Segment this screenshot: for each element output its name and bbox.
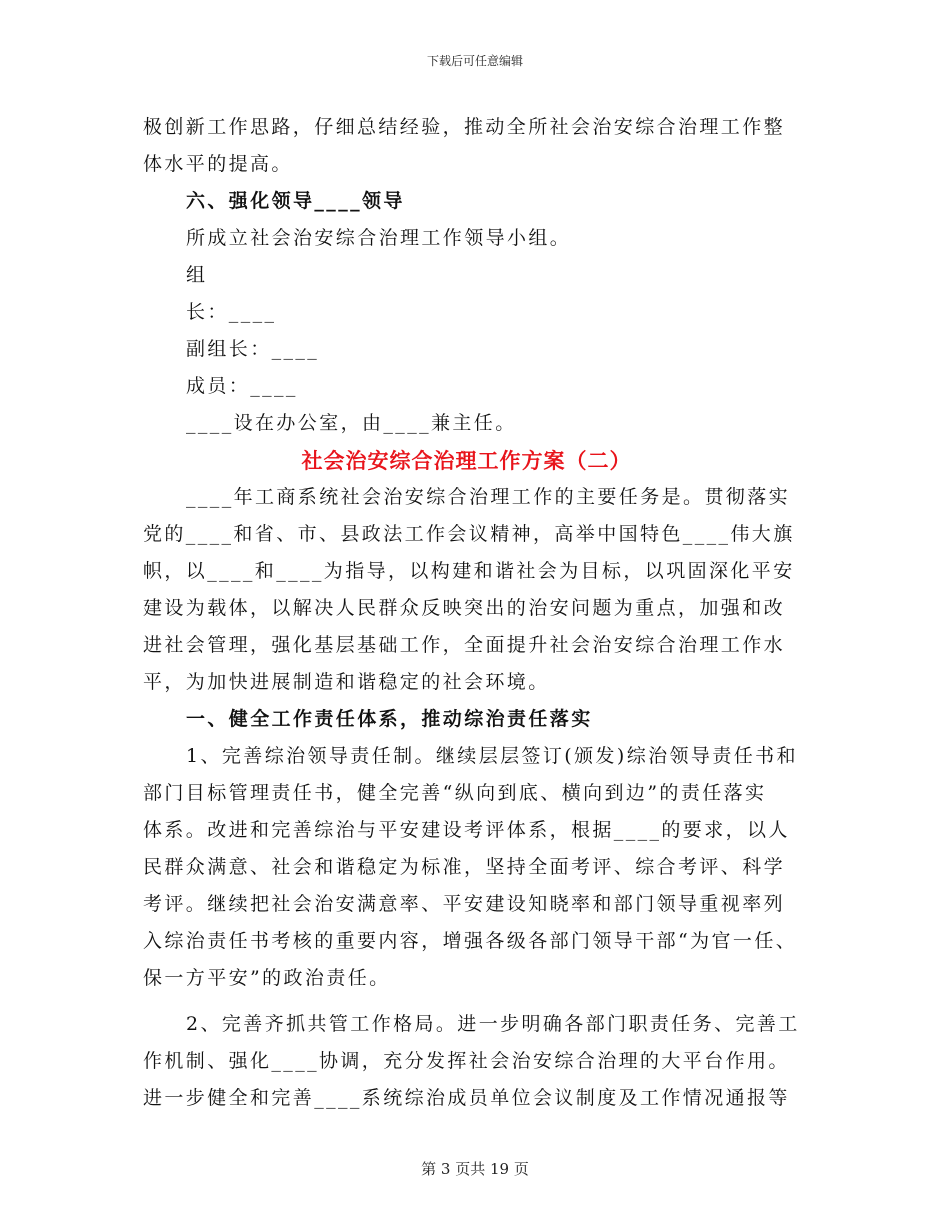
paragraph-line: 组 [186, 264, 208, 286]
paragraph-line: 副组长：____ [186, 338, 320, 360]
paragraph-line: 极创新工作思路，仔细总结经验，推动全所社会治安综合治理工作整 [143, 116, 786, 138]
paragraph-line: 保一方平安”的政治责任。 [143, 967, 391, 989]
paragraph-line: 所成立社会治安综合治理工作领导小组。 [186, 227, 572, 249]
section-heading: 六、强化领导____领导 [186, 190, 405, 212]
paragraph-line: 党的____和省、市、县政法工作会议精神，高举中国特色____伟大旗 [143, 523, 795, 545]
paragraph-gap [143, 997, 808, 1006]
paragraph-line: 长：____ [186, 301, 277, 323]
paragraph-line: 体水平的提高。 [143, 153, 293, 175]
paragraph-line: ____年工商系统社会治安综合治理工作的主要任务是。贯彻落实 [186, 486, 791, 508]
body-text [143, 109, 808, 1117]
paragraph-line: 体系。改进和完善综治与平安建设考评体系，根据____的要求，以人 [143, 819, 790, 841]
paragraph-line: 部门目标管理责任书，健全完善“纵向到底、横向到边”的责任落实 [143, 782, 767, 804]
page-number: 第 3 页共 19 页 [421, 1160, 529, 1178]
paragraph-line: 建设为载体，以解决人民群众反映突出的治安问题为重点，加强和改 [143, 597, 786, 619]
section-heading: 一、健全工作责任体系，推动综治责任落实 [186, 708, 593, 730]
header-note: 下载后可任意编辑 [426, 54, 523, 68]
paragraph-line: 2、完善齐抓共管工作格局。进一步明确各部门职责任务、完善工 [186, 1013, 800, 1035]
paragraph-line: 1、完善综治领导责任制。继续层层签订(颁发)综治领导责任书和 [186, 745, 798, 767]
paragraph-line: 帜，以____和____为指导，以构建和谐社会为目标，以巩固深化平安 [143, 560, 795, 582]
paragraph-line: 平，为加快进展制造和谐稳定的社会环境。 [143, 671, 550, 693]
paragraph-line: 考评。继续把社会治安满意率、平安建设知晓率和部门领导重视率列 [143, 893, 786, 915]
document-title: 社会治安综合治理工作方案（二） [301, 448, 632, 473]
paragraph-line: 入综治责任书考核的重要内容，增强各级各部门领导干部“为官一任、 [143, 930, 798, 952]
paragraph-line: 民群众满意、社会和谐稳定为标准，坚持全面考评、综合考评、科学 [143, 856, 786, 878]
paragraph-line: 作机制、强化____协调，充分发挥社会治安综合治理的大平台作用。 [143, 1050, 790, 1072]
paragraph-line: 进社会管理，强化基层基础工作，全面提升社会治安综合治理工作水 [143, 634, 786, 656]
paragraph-line: 进一步健全和完善____系统综治成员单位会议制度及工作情况通报等 [143, 1087, 790, 1109]
paragraph-line: ____设在办公室，由____兼主任。 [186, 412, 517, 434]
paragraph-line: 成员：____ [186, 375, 298, 397]
